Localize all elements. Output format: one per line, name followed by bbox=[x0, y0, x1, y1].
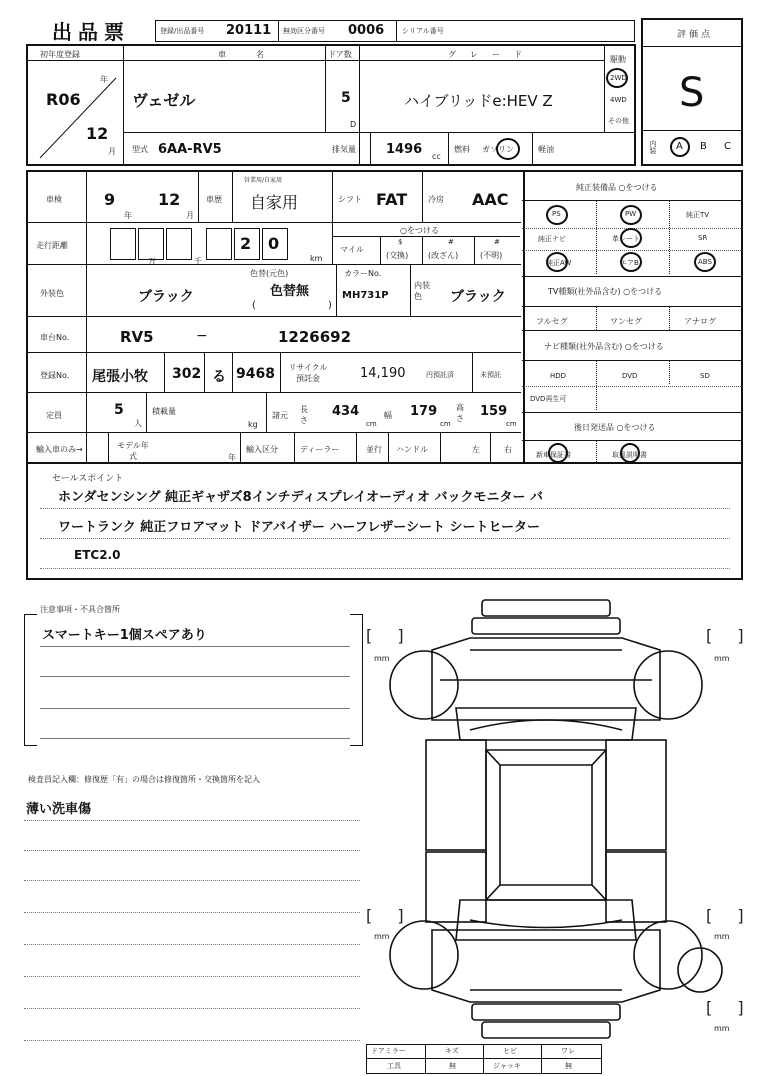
mileage-digit-2: 0 bbox=[268, 234, 280, 253]
equip-pw: PW bbox=[625, 210, 637, 218]
reg-kana: る bbox=[212, 369, 226, 385]
inspector-writing-line bbox=[24, 944, 360, 945]
drive-2wd-circle bbox=[606, 68, 628, 88]
shift-label: シフト bbox=[338, 195, 362, 204]
meter-mile: マイル bbox=[340, 245, 364, 254]
grade-value: ハイブリッドe:HEV Z bbox=[404, 92, 553, 110]
equip-ps: PS bbox=[552, 210, 561, 218]
color-change: 色替無 bbox=[270, 284, 310, 299]
after-manual-circle bbox=[620, 443, 640, 463]
mileage-digit-1: 2 bbox=[240, 234, 252, 253]
car-name: ヴェゼル bbox=[132, 91, 196, 110]
displacement-value: 1496 bbox=[386, 142, 423, 157]
equip-leather-circle bbox=[620, 228, 642, 248]
serial-label: シリアル番号 bbox=[402, 27, 444, 35]
drive-label: 駆動 bbox=[610, 55, 626, 64]
car-name-label: 車名 bbox=[218, 50, 294, 59]
inspector-writing-line bbox=[24, 976, 360, 977]
shaken-month: 12 bbox=[158, 190, 181, 209]
score-value: S bbox=[679, 70, 705, 116]
doors-label: ドア数 bbox=[328, 50, 352, 59]
equip-aw: 純正AW bbox=[546, 259, 572, 267]
width-value: 179 bbox=[410, 404, 438, 419]
mileage-label: 走行距離 bbox=[36, 241, 68, 250]
chassis-label: 車台No. bbox=[40, 333, 70, 342]
capacity-label: 定員 bbox=[46, 411, 62, 420]
ac-value: AAC bbox=[472, 190, 509, 209]
model-value: 6AA-RV5 bbox=[158, 142, 222, 157]
equipment-title: 純正装備品 ○をつける bbox=[576, 183, 658, 192]
sales-line-1: ホンダセンシング 純正ギャザズ8インチディスプレイオーディオ バックモニター バ bbox=[58, 490, 544, 505]
doors-value: 5 bbox=[341, 90, 351, 106]
sales-label: セールスポイント bbox=[52, 474, 124, 484]
navi-title: ナビ種類(社外品含む) ○をつける bbox=[544, 342, 664, 351]
sales-line-2: ワートランク 純正フロアマット ドアバイザー ハーフレザーシート シートヒーター bbox=[58, 520, 540, 535]
first-reg-label: 初年度登録 bbox=[40, 50, 80, 59]
first-reg-year: R06 bbox=[46, 90, 81, 109]
recycle-amount: 14,190 bbox=[360, 366, 406, 381]
after-warranty-circle bbox=[548, 443, 568, 463]
equip-leather: 革シート bbox=[612, 235, 640, 243]
model-label: 型式 bbox=[132, 145, 148, 154]
seq-label: 無効区分番号 bbox=[283, 27, 325, 35]
bracket-top-left: [ ] bbox=[366, 626, 414, 645]
inspector-line-1: 薄い洗車傷 bbox=[26, 802, 92, 817]
equip-abs: ABS bbox=[698, 258, 712, 266]
import-label: 輸入車のみ→ bbox=[36, 445, 83, 454]
notes-label: 注意事項・不具合箇所 bbox=[40, 605, 120, 614]
equip-airbag-circle bbox=[620, 252, 642, 272]
ac-label: 冷房 bbox=[428, 195, 444, 204]
reg-number: 9468 bbox=[236, 366, 275, 382]
inspector-writing-line bbox=[24, 880, 360, 881]
interior-a-circle bbox=[670, 137, 690, 157]
first-reg-month: 12 bbox=[86, 124, 109, 143]
dims-label: 諸元 bbox=[272, 411, 288, 420]
interior-grade-label: 内装 bbox=[649, 140, 657, 154]
equip-pw-circle bbox=[620, 205, 642, 225]
equip-navi: 純正ナビ bbox=[538, 235, 566, 243]
reg-class: 302 bbox=[172, 366, 202, 382]
reg-label: 登録No. bbox=[40, 371, 70, 380]
score-label: 評価点 bbox=[677, 30, 714, 40]
shaken-year: 9 bbox=[104, 190, 116, 209]
bracket-top-right: [ ] bbox=[706, 626, 754, 645]
capacity-value: 5 bbox=[114, 402, 124, 418]
equip-abs-circle bbox=[694, 252, 716, 272]
header-number-row bbox=[155, 20, 635, 42]
chassis-prefix: RV5 bbox=[120, 328, 154, 346]
equip-sr: SR bbox=[698, 234, 708, 242]
equip-ps-circle bbox=[546, 205, 568, 225]
chassis-number: 1226692 bbox=[278, 328, 352, 346]
fuel-gasoline: ガソリン bbox=[482, 145, 514, 154]
height-value: 159 bbox=[480, 404, 508, 419]
inspector-writing-line bbox=[24, 1040, 360, 1041]
inspector-label: 検査員記入欄：修復歴「有」の場合は修復箇所・交換箇所を記入 bbox=[28, 775, 260, 784]
lot-number: 20111 bbox=[226, 23, 272, 38]
form-title: 出品票 bbox=[52, 20, 130, 44]
notes-line-1: スマートキー1個スペアあり bbox=[42, 628, 207, 643]
inspector-writing-line bbox=[24, 1008, 360, 1009]
bracket-bottom-right-a: [ ] bbox=[706, 906, 754, 925]
inspector-writing-line bbox=[24, 850, 360, 851]
load-label: 積載量 bbox=[152, 407, 176, 416]
inspector-writing-line bbox=[24, 820, 360, 821]
lot-label: 登録/出品番号 bbox=[160, 27, 205, 35]
exterior-color-label: 外装色 bbox=[40, 289, 64, 298]
color-change-label: 色替(元色) bbox=[250, 269, 289, 278]
interior-grade-a: A bbox=[676, 141, 683, 152]
exterior-color: ブラック bbox=[138, 289, 194, 305]
fuel-gasoline-circle bbox=[496, 138, 520, 160]
inspector-writing-line bbox=[24, 912, 360, 913]
fuel-label: 燃料 bbox=[454, 145, 470, 154]
displacement-label: 排気量 bbox=[332, 145, 356, 154]
interior-color: ブラック bbox=[450, 289, 506, 305]
bracket-bottom-left: [ ] bbox=[366, 906, 414, 925]
equip-aw-circle bbox=[546, 252, 568, 272]
diesel-label: 軽油 bbox=[538, 145, 554, 154]
bracket-bottom-right-b: [ ] bbox=[706, 998, 754, 1017]
grade-label: グレード bbox=[448, 50, 536, 59]
after-title: 後日発送品 ○をつける bbox=[574, 423, 656, 432]
sales-line-3: ETC2.0 bbox=[74, 548, 121, 562]
usage-value: 自家用 bbox=[250, 193, 299, 212]
shift-value: FAT bbox=[376, 190, 408, 209]
meter-title: ○をつける bbox=[400, 226, 439, 235]
reg-area: 尾張小牧 bbox=[92, 369, 148, 385]
length-value: 434 bbox=[332, 404, 360, 419]
tv-title: TV種類(社外品含む) ○をつける bbox=[548, 287, 663, 296]
color-code: MH731P bbox=[342, 290, 389, 301]
color-code-label: カラーNo. bbox=[344, 269, 382, 278]
car-diagram bbox=[360, 590, 750, 1050]
recycle-label: リサイクル預託金 bbox=[288, 363, 328, 383]
shaken-label: 車検 bbox=[46, 195, 62, 204]
usage-label: 車歴 bbox=[206, 195, 222, 204]
equip-airbag: エアB bbox=[620, 259, 639, 267]
vehicle-block: 初年度登録 R06 年 12 月 車名 ヴェゼル ドア数 5 D グレード ハイブリッドe:HEV Z 駆動 2WD 4WD その他 型式 6AA-RV5 排気量 1496 cc 燃料 ガソリン 軽油 bbox=[26, 44, 636, 166]
equip-tv: 純正TV bbox=[686, 211, 710, 219]
interior-color-label: 内装色 bbox=[414, 281, 430, 301]
legend-table: ドアミラー キズ ヒビ ワレ 工具 無 ジャッキ 無 bbox=[366, 1044, 602, 1074]
seq-number: 0006 bbox=[348, 23, 385, 38]
